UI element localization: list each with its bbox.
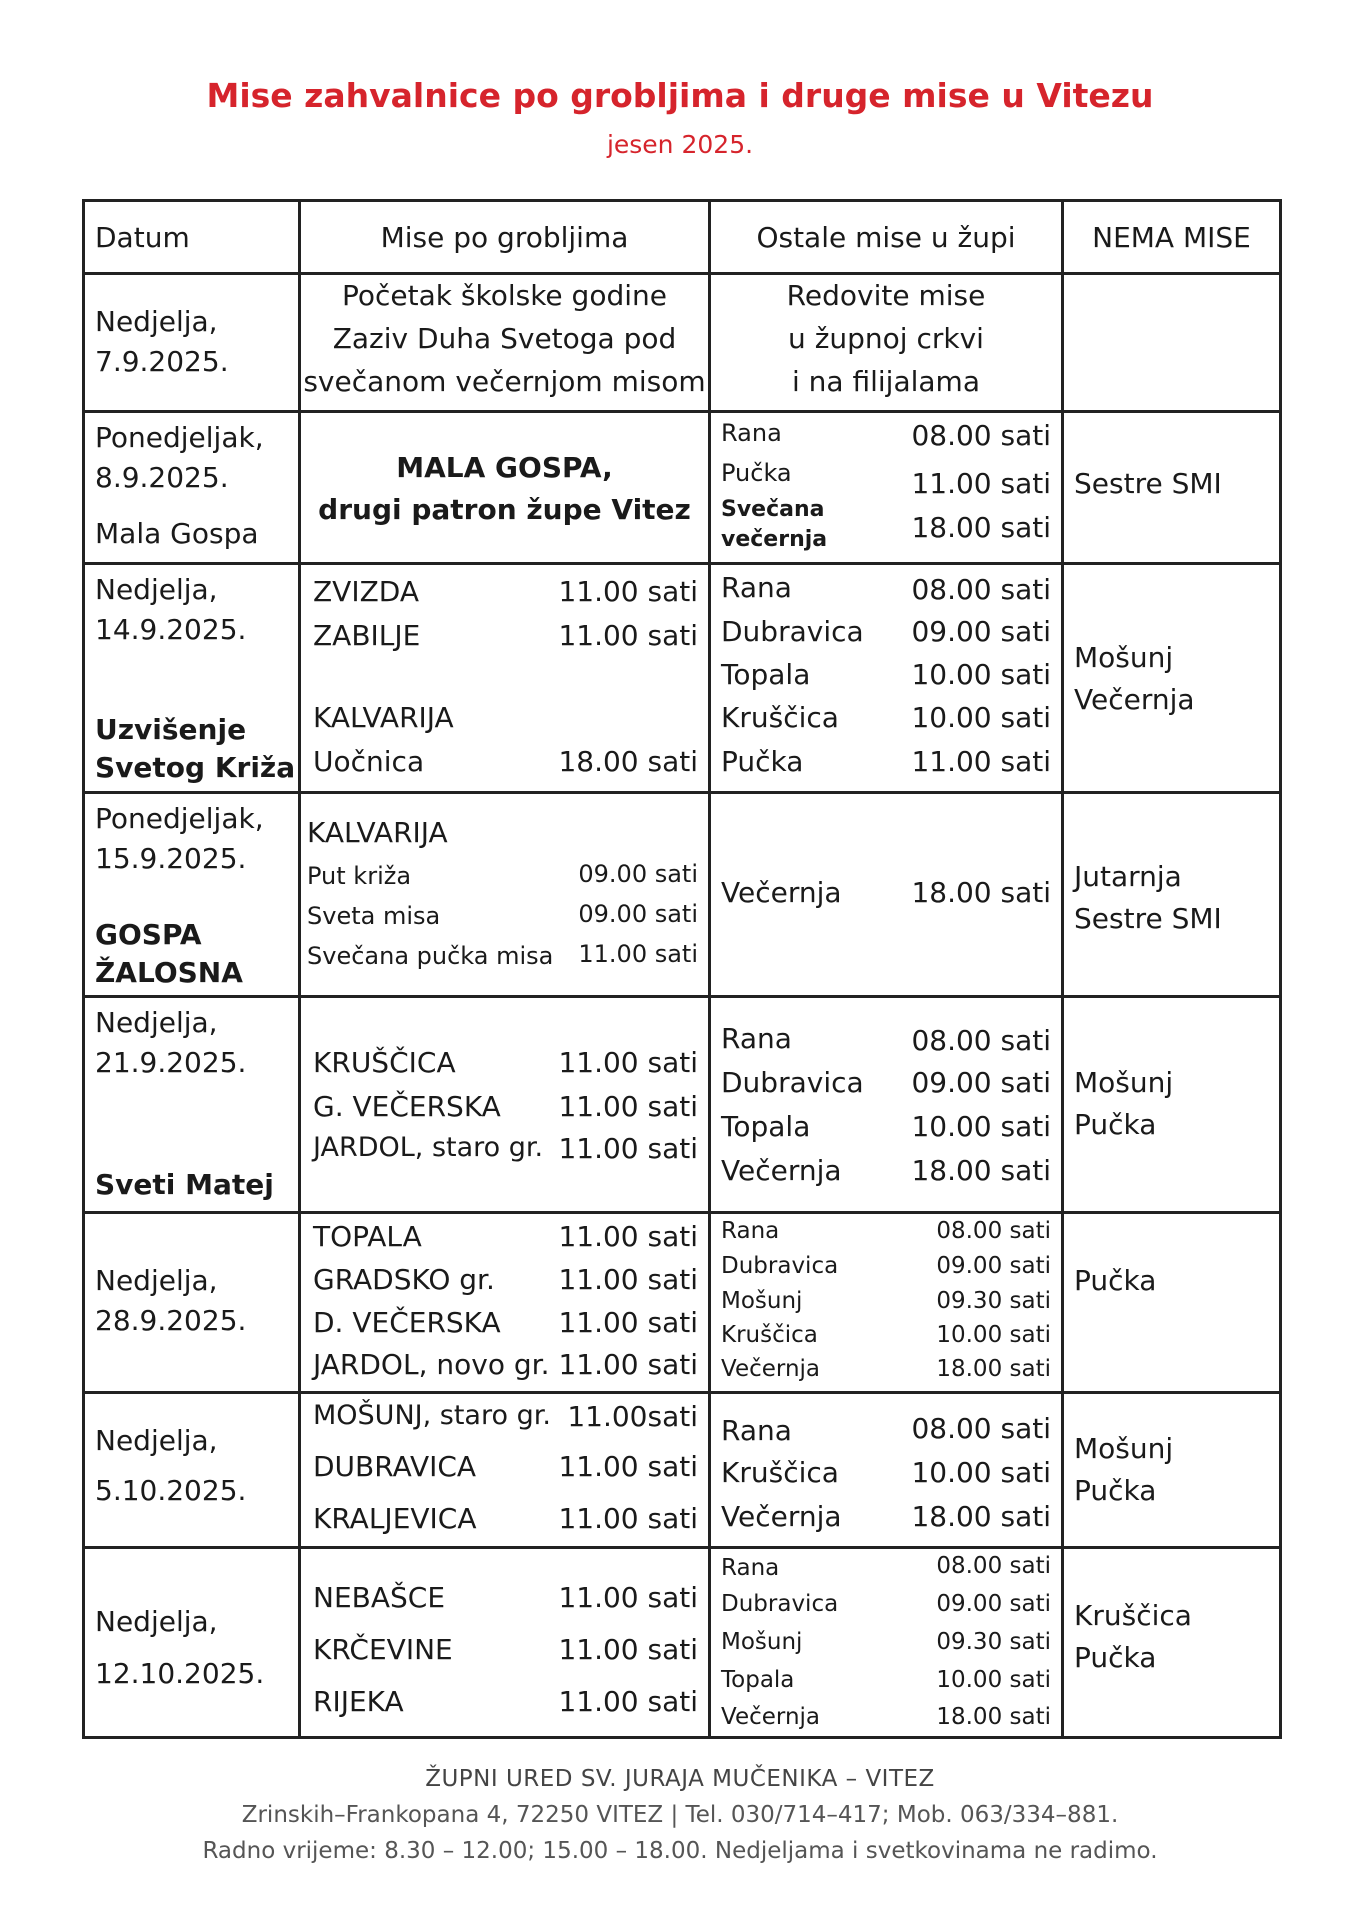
cemetery-place: ZABILJE (313, 619, 421, 652)
cemetery-note: Početak školske godine (342, 279, 667, 312)
cemetery-time: 11.00 sati (558, 1090, 698, 1123)
mass-place: Svečana večernja (721, 497, 828, 552)
table-row (84, 1393, 1281, 1548)
mass-time: 08.00 sati (936, 1218, 1051, 1244)
cemetery-time: 11.00 sati (558, 1581, 698, 1614)
mass-time: 11.00 sati (911, 467, 1051, 500)
no-mass-item: Sestre SMI (1074, 467, 1222, 500)
cemetery-time: 11.00 sati (558, 1348, 698, 1381)
mass-place: Topala (721, 1110, 811, 1143)
parish-office-address: Zrinskih–Frankopana 4, 72250 VITEZ | Tel. 030/714–417; Mob. 063/334–881. (241, 1802, 1119, 1828)
cemetery-time: 11.00 sati (558, 1220, 698, 1253)
mass-time: 10.00 sati (911, 1456, 1051, 1489)
cemetery-place: ZVIZDA (313, 575, 419, 608)
mass-time: 10.00 sati (911, 658, 1051, 691)
mass-place: Večernja (721, 1154, 842, 1187)
table-row (84, 412, 1281, 564)
mass-time: 09.30 sati (936, 1629, 1051, 1655)
date-weekday: Nedjelja, (95, 1424, 218, 1457)
feast-name: Sveti Matej (95, 1168, 274, 1201)
feast-name: GOSPA (95, 918, 202, 951)
mass-place: Večernja (721, 1356, 821, 1382)
mass-time: 10.00 sati (911, 701, 1051, 734)
mass-time: 09.00 sati (936, 1591, 1051, 1617)
cemetery-place: G. VEČERSKA (313, 1090, 501, 1123)
no-mass-item: Pučka (1074, 1264, 1157, 1297)
mass-time: 09.00 sati (936, 1253, 1051, 1279)
table-row (84, 274, 1281, 412)
cemetery-place: KALVARIJA (307, 816, 448, 849)
cemetery-place: JARDOL, staro gr. (313, 1132, 544, 1163)
cemetery-note: svečanom večernjom misom (303, 365, 706, 398)
date-value: 14.9.2025. (95, 613, 247, 646)
cemetery-place: Svečana pučka misa (307, 942, 554, 970)
cemetery-time: 09.00 sati (578, 900, 698, 928)
cemetery-time: 09.00 sati (578, 860, 698, 888)
cemetery-place: GRADSKO gr. (313, 1263, 495, 1296)
mass-time: 18.00 sati (911, 511, 1051, 544)
table-row (84, 1548, 1281, 1738)
mass-time: 18.00 sati (936, 1704, 1051, 1730)
mass-time: 08.00 sati (911, 1412, 1051, 1445)
feast-title: MALA GOSPA, (396, 451, 613, 484)
cemetery-place: Uočnica (313, 745, 425, 778)
column-header-other-masses: Ostale mise u župi (710, 201, 1063, 274)
mass-time: 10.00 sati (911, 1110, 1051, 1143)
page-title: Mise zahvalnice po grobljima i druge mise u Vitezu (206, 76, 1154, 115)
cemetery-place: RIJEKA (313, 1685, 404, 1718)
mass-time: 18.00 sati (911, 876, 1051, 909)
cemetery-time: 11.00 sati (558, 1306, 698, 1339)
cemetery-place: KRČEVINE (313, 1633, 453, 1666)
feast-name: ŽALOSNA (95, 956, 243, 989)
date-weekday: Nedjelja, (95, 1006, 218, 1039)
column-header-cemeteries: Mise po grobljima (300, 201, 710, 274)
no-mass-item: Pučka (1074, 1641, 1157, 1674)
mass-time: 09.30 sati (936, 1288, 1051, 1314)
mass-place: Večernja (721, 1704, 821, 1730)
mass-time: 08.00 sati (911, 1024, 1051, 1057)
cemetery-place: D. VEČERSKA (313, 1306, 501, 1339)
other-note: i na filijalama (792, 365, 980, 398)
date-value: 7.9.2025. (95, 345, 229, 378)
cemetery-time: 11.00 sati (558, 1502, 698, 1535)
mass-place: Topala (721, 658, 811, 691)
feast-name: Mala Gospa (95, 517, 259, 550)
cemetery-place: KRALJEVICA (313, 1502, 477, 1535)
mass-place: Topala (721, 1667, 795, 1693)
mass-time: 18.00 sati (911, 1500, 1051, 1533)
date-value: 28.9.2025. (95, 1304, 247, 1337)
mass-place: Rana (721, 571, 792, 604)
mass-schedule-table (82, 199, 1282, 1739)
mass-place: Rana (721, 1022, 792, 1055)
mass-place: Rana (721, 1414, 792, 1447)
mass-time: 08.00 sati (911, 573, 1051, 606)
parish-office-name: ŽUPNI URED SV. JURAJA MUČENIKA – VITEZ (425, 1766, 935, 1792)
other-note: Redovite mise (786, 279, 986, 312)
cemetery-time: 11.00 sati (578, 940, 698, 968)
table-row (84, 997, 1281, 1213)
feast-name: Uzvišenje (95, 713, 247, 746)
mass-time: 08.00 sati (911, 419, 1051, 452)
cemetery-place: TOPALA (313, 1220, 422, 1253)
mass-place: Mošunj (721, 1629, 803, 1655)
no-mass-item: Kruščica (1074, 1599, 1192, 1632)
column-header-no-mass: NEMA MISE (1063, 201, 1281, 274)
no-mass-item: Pučka (1074, 1474, 1157, 1507)
date-value: 5.10.2025. (95, 1474, 247, 1507)
mass-place: Pučka (721, 459, 792, 487)
mass-place: Kruščica (721, 1456, 839, 1489)
mass-time: 09.00 sati (911, 1066, 1051, 1099)
cemetery-time: 11.00sati (567, 1400, 698, 1433)
mass-place: Rana (721, 419, 782, 447)
column-header-date: Datum (84, 201, 300, 274)
cemetery-place: KALVARIJA (313, 701, 454, 734)
cemetery-place: Put križa (307, 862, 412, 890)
no-mass-item: Mošunj (1074, 1066, 1174, 1099)
cemetery-time: 11.00 sati (558, 1685, 698, 1718)
mass-time: 08.00 sati (936, 1553, 1051, 1579)
cemetery-time: 11.00 sati (558, 575, 698, 608)
parish-office-hours: Radno vrijeme: 8.30 – 12.00; 15.00 – 18.00. Nedjeljama i svetkovinama ne radimo. (202, 1838, 1158, 1864)
date-weekday: Ponedjeljak, (95, 802, 264, 835)
date-weekday: Nedjelja, (95, 305, 218, 338)
other-note: u župnoj crkvi (788, 322, 984, 355)
mass-place: Dubravica (721, 1066, 864, 1099)
mass-place: Dubravica (721, 615, 864, 648)
mass-time: 10.00 sati (936, 1667, 1051, 1693)
cemetery-time: 11.00 sati (558, 1450, 698, 1483)
no-mass-item: Mošunj (1074, 1432, 1174, 1465)
cemetery-time: 11.00 sati (558, 1263, 698, 1296)
mass-place: Večernja (721, 1500, 842, 1533)
mass-place: Pučka (721, 745, 804, 778)
date-value: 21.9.2025. (95, 1046, 247, 1079)
cemetery-place: KRUŠČICA (313, 1046, 456, 1079)
mass-place: Kruščica (721, 701, 839, 734)
date-value: 12.10.2025. (95, 1657, 265, 1690)
mass-place: Rana (721, 1218, 780, 1244)
cemetery-time: 11.00 sati (558, 619, 698, 652)
cemetery-place: NEBAŠCE (313, 1581, 446, 1614)
date-weekday: Ponedjeljak, (95, 421, 264, 454)
page-subtitle: jesen 2025. (606, 130, 754, 159)
mass-time: 18.00 sati (936, 1356, 1051, 1382)
date-value: 8.9.2025. (95, 461, 229, 494)
feast-subtitle: drugi patron župe Vitez (318, 493, 691, 526)
mass-place: Mošunj (721, 1288, 803, 1314)
mass-time: 18.00 sati (911, 1154, 1051, 1187)
feast-name: Svetog Križa (95, 751, 296, 784)
date-weekday: Nedjelja, (95, 1605, 218, 1638)
mass-place: Rana (721, 1555, 780, 1581)
mass-place: Večernja (721, 876, 842, 909)
no-mass-item: Jutarnja (1074, 860, 1182, 893)
date-weekday: Nedjelja, (95, 573, 218, 606)
table-row (84, 793, 1281, 997)
mass-place: Dubravica (721, 1253, 839, 1279)
mass-time: 09.00 sati (911, 615, 1051, 648)
cemetery-note: Zaziv Duha Svetoga pod (332, 322, 677, 355)
cemetery-time: 18.00 sati (558, 745, 698, 778)
cemetery-time: 11.00 sati (558, 1046, 698, 1079)
no-mass-item: Pučka (1074, 1108, 1157, 1141)
cemetery-place: Sveta misa (307, 902, 441, 930)
no-mass-item: Večernja (1074, 683, 1195, 716)
mass-place: Kruščica (721, 1322, 818, 1348)
table-row (84, 1213, 1281, 1393)
no-mass-item: Sestre SMI (1074, 902, 1222, 935)
date-weekday: Nedjelja, (95, 1264, 218, 1297)
cemetery-place: MOŠUNJ, staro gr. (313, 1400, 551, 1431)
table-row (84, 564, 1281, 793)
table-header-row (84, 201, 1281, 274)
date-value: 15.9.2025. (95, 842, 247, 875)
mass-time: 11.00 sati (911, 745, 1051, 778)
cemetery-place: JARDOL, novo gr. (313, 1348, 550, 1381)
mass-place: Dubravica (721, 1591, 839, 1617)
cemetery-time: 11.00 sati (558, 1633, 698, 1666)
no-mass-item: Mošunj (1074, 641, 1174, 674)
mass-time: 10.00 sati (936, 1322, 1051, 1348)
cemetery-time: 11.00 sati (558, 1132, 698, 1165)
cemetery-place: DUBRAVICA (313, 1450, 477, 1483)
